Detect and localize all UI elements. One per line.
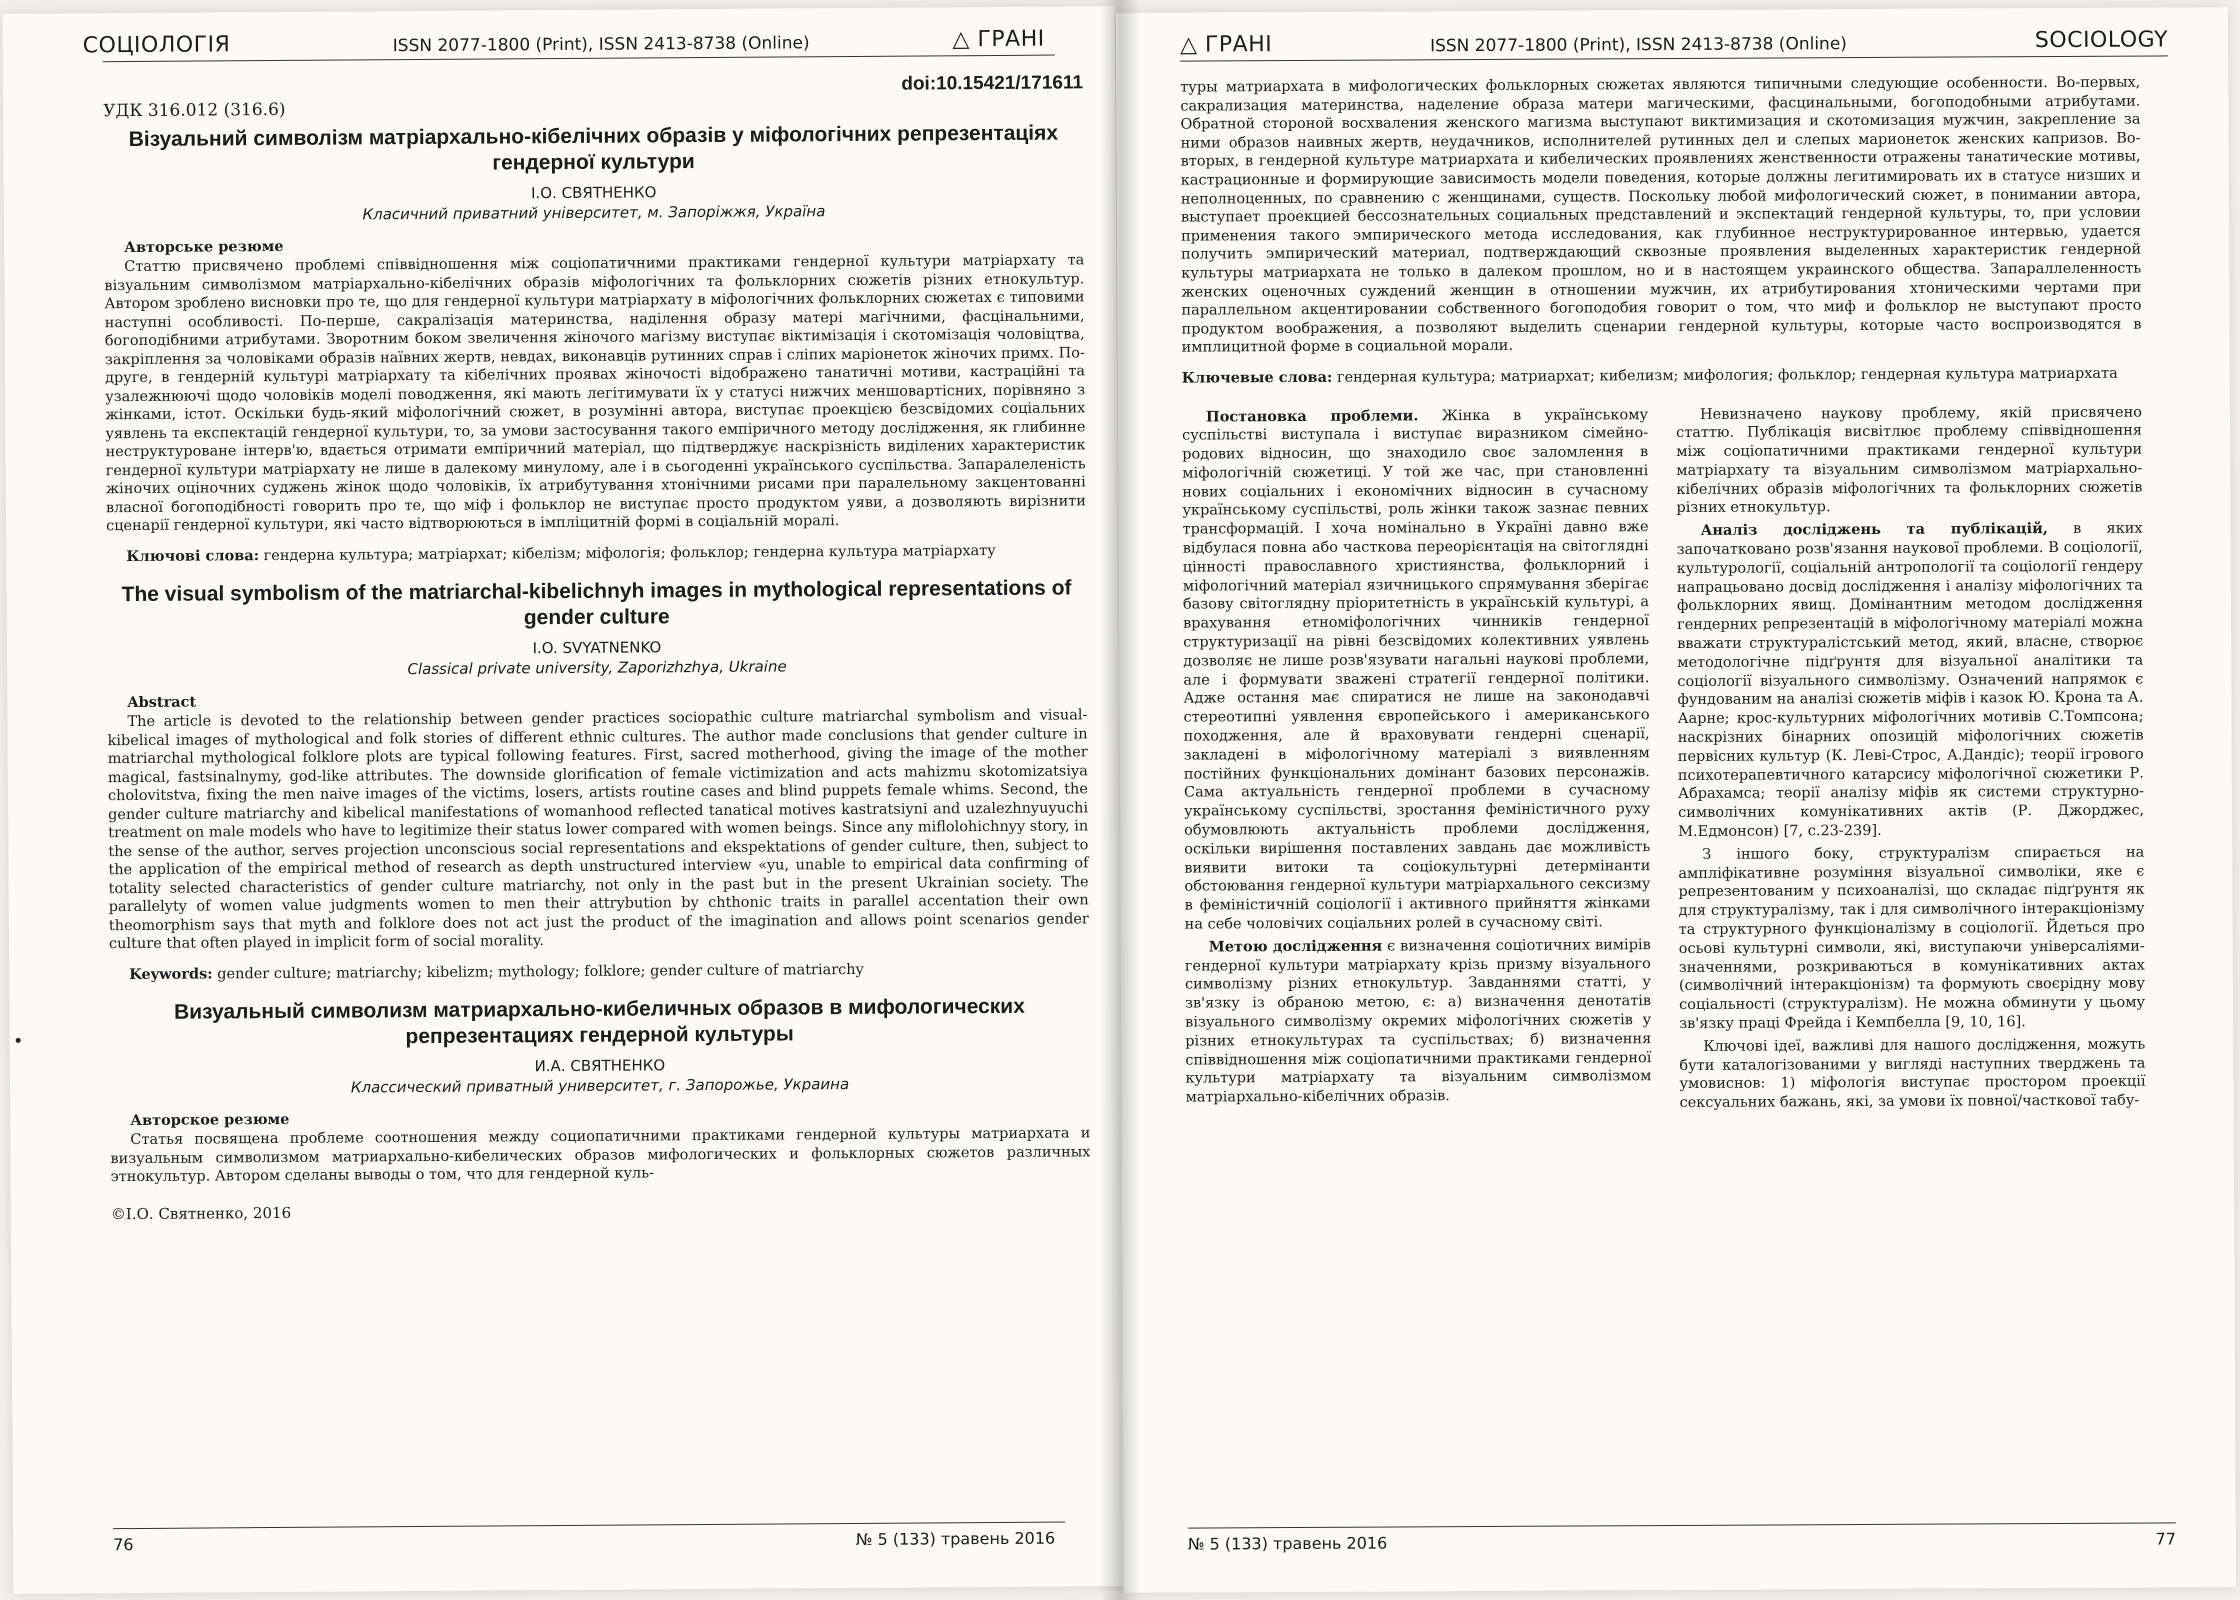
left-page-number: 76	[113, 1535, 134, 1555]
en-abstract-label: Abstract	[127, 693, 197, 712]
ua-keywords-label: Ключові слова:	[126, 546, 260, 565]
ru-keywords	[1182, 364, 2142, 388]
ua-author: І.О. СВЯТНЕНКО	[530, 183, 657, 203]
scan-mark	[16, 1038, 21, 1043]
right-header-section: SOCIOLOGY	[2034, 27, 2169, 54]
left-header-journal-name: ГРАНІ	[977, 26, 1045, 53]
research-aim-lead: Метою дослідження	[1208, 937, 1383, 956]
ua-keywords-text: гендерна культура; матріархат; кібелізм; міфологія; фольклор; гендерна культура матріархату	[263, 542, 996, 564]
copyright: ©І.О. Святненко, 2016	[110, 1203, 292, 1223]
body-column-1	[1182, 406, 1652, 1120]
ua-affiliation: Класичний приватний університет, м. Запоріжжя, Україна	[362, 202, 826, 224]
en-keywords-text: gender culture; matriarchy; kibelizm; mythology; folklore; gender culture of matriarchy	[217, 961, 864, 982]
ru-affiliation: Классический приватный университет, г. Запорожье, Украина	[350, 1075, 850, 1097]
ru-abstract-label: Авторское резюме	[130, 1110, 290, 1130]
en-keywords	[129, 959, 1089, 984]
undefined-problem: Невизначено наукову проблему, якій присвячено статтю. Публікація висвітлює проблему співвідношення між соціопатичними практиками гендерної культури матріархату та візуальним символізмом матріархально-кібелічних образів міфологічних та фольклорних сюжетів різних етнокультур.	[1676, 404, 2143, 517]
literature-review	[1677, 520, 2145, 842]
right-running-header	[1180, 27, 2168, 61]
right-header-journal-name: ГРАНІ	[1204, 32, 1273, 58]
literature-review-text: в яких започатковано розв'язання наукової проблеми. В соціології, культурології, соціальній антропології та соціології гендеру напрацьовано досвід дослідження і аналізу міфологічних та фольклорних явищ. Домінантним методом дослідження гендерних репрезентацій в міфологічному матеріалі можна вважати структуралістський метод, який, власне, створює методологічне підґрунтя для візуальної аналітики та соціології візуального символізму. Означений напрямок є фундованим на аналізі сюжетів міфів і казок Ю. Крона та А. Аарне; крос-культурних міфологічних мотивів С.Томпсона; наскрізних бінарних опозицій міфологічних сюжетів первісних культур (К. Леві-Строс, А.Дандіс); теорії ігрового психотерапевтичного катарсису міфологічної сюжетики Р. Абрахамса; теорії аналізу міфів як системи структурно-символічних комунікативних актів (Р. Джорджес, М.Едмонсон) [7, с.23-239].	[1676, 520, 2145, 841]
en-author: I.O. SVYATNENKO	[532, 638, 662, 658]
ua-abstract: Статтю присвячено проблемі співвідношення між соціопатичними практиками гендерної культури матріархату та візуальним символізмом матріархально-кібелічних образів міфологічних та фольклорних сюжетів різних етнокультур. Автором зроблено висновки про те, що для гендерної культури матріархату в міфологічних фольклорних сюжетах є типовими наступні особливості. По-перше, сакралізація материнства, наділення образу матері магічними, фасцінальними, богоподібними атрибутами. Зворотним боком звеличення жіночого магізму виступає віктимізація і скотомізація чоловіцтва, закріплення за чоловіками образів наївних жертв, невдах, виконавців рутинних справ і сліпих маріонеток жіночих примх. По-друге, в гендерній культурі матріархату та кібелічних проявах жіночості відображено танатичні мотиви, кастраційні та узалежнюючі щодо чоловіків моделі поводження, які мають легітимувати їх у статусі нижчих меншовартісних, порівняно з жінками, істот. Оскільки будь-який міфологічний сюжет, в розумінні автора, виступає проекцією безсвідомих соціальних уявлень та експектацій гендерної культури, то, за умови застосування такого емпіричного методу дослідження, як глибинне неструктуроване інтерв'ю, вдається отримати емпіричний матеріал, що підтверджує наскрізність виділених характеристик гендерної культури матріархату не лише в далекому минулому, але і в сьогоденні українського суспільства. Запаралеленість жіночих оціночних суджень жінок щодо чоловіків, їх атрибутування хтонічними рисами при паралельному закцентованні власної богоподібності говорить про те, що міф і фольклор не виступає просто продуктом уяви, а дозволяють вирізнити сценарії гендерної культури, які часто відтворюються в імпліцитній формі в соціальній моралі.	[104, 252, 1086, 535]
problem-statement	[1182, 406, 1651, 935]
body-columns	[1182, 403, 2146, 1120]
left-running-header	[82, 26, 1055, 63]
left-header-journal: △ ГРАНІ	[952, 26, 1045, 53]
right-page	[1116, 7, 2236, 1593]
right-header-journal: △ ГРАНІ	[1179, 32, 1273, 58]
ru-author: И.А. СВЯТНЕНКО	[534, 1056, 666, 1076]
en-affiliation: Classical private university, Zaporizhzhya, Ukraine	[407, 657, 787, 679]
research-aim-text: є визначення соціотичних вимірів гендерної культури матріархату крізь призму візуального символізму різних етнокультур. Завданнями статті, у зв'язку із обраною метою, є: а) визначення денотатів візуального символізму окремих міфологічних сюжетів у різних етнокультурах та суспільствах; б) визначення співвідношення між соціопатичними практиками гендерної культури матріархату та візуальним символізмом матріархально-кібелічних образів.	[1184, 936, 1652, 1106]
right-page-number: 77	[2155, 1529, 2176, 1549]
ru-title: Визуальный символизм матриархально-кибеличных образов в мифологических репрезентациях гендерной культуры	[173, 994, 1025, 1049]
ua-abstract-label: Авторське резюме	[124, 237, 284, 257]
ru-abstract: Статья посвящена проблеме соотношения между социопатичними практиками гендерной культуры матриархата и визуальным символизмом матриархально-кибелических образов мифологических и фольклорных сюжетов различных этнокультур. Автором сделаны выводы о том, что для гендерной куль-	[110, 1125, 1091, 1186]
problem-statement-lead: Постановка проблеми.	[1205, 406, 1419, 425]
left-page	[2, 6, 1125, 1594]
problem-statement-text: Жінка в українському суспільстві виступала і виступає виразником сімейно-родових відносин, що знаходило своє заломлення в міфологічній сюжетиці. У той же час, при становленні нових соціальних і економічних відносин в сучасному українському суспільстві, роль жінки також зазнає певних трансформацій. І хоча номінально в Україні давно вже відбулася повна або часткова переорієнтація на світоглядні цінності православного християнства, фольклорний і міфологічний матеріал язичницького спрямування зберігає базову світоглядну пріоритетність в українській культурі, а врахування етноміфологічних чинників гендерної структуризації на рівні безсвідомих колективних уявлень дозволяє не лише розв'язувати нагальні наукові проблеми, але і формувати зважені стратегії гендерної політики. Адже остання має спиратися не лише на законодавчі стереотипні уявлення європейського і американського походження, але й враховувати гендерні сценарії, закладені в міфологічному матеріалі з виявленням постійних функціональних домінант базових персонажів. Сама актуальність гендерної проблеми в сучасному українському суспільстві, зростання феміністичного руху обумовлюють актуальність проблеми дослідження, оскільки вирішення поставлених завдань дає можливість виявити витоки та соціокультурні детермінанти обстоювання гендерної культури матріархального сексизму в феміністичній соціології і активного прийняття жінками на себе чоловічих соціальних ролей в сучасному світі.	[1182, 406, 1651, 933]
left-header-issn: ISSN 2077-1800 (Print), ISSN 2413-8738 (Online)	[392, 33, 810, 57]
research-aim	[1185, 936, 1652, 1108]
en-keywords-label: Keywords:	[129, 964, 213, 983]
doi: doi:10.15421/171611	[901, 72, 1084, 95]
literature-review-lead: Аналіз досліджень та публікацій,	[1700, 520, 2048, 540]
ru-abstract-continuation: туры матриархата в мифологических фольклорных сюжетах являются типичными следующие особенности. Во-первых, сакрализация материнства, наделение образа матери магическими, фасцинальными, богоподобными атрибутами. Обратной стороной восхваления женского магизма выступают виктимизация и скотомизация мужчин, закрепление за ними образов наивных жертв, неудачников, исполнителей рутинных дел и слепых марионеток женских капризов. Во-вторых, в гендерной культуре матриархата и кибелических проявлениях женственности отражены танатические мотивы, кастрационные и формирующие зависимость модели поведения, которые должны легитимировать их в статусе низших и неполноценных, по сравнению с женщинами, существ. Поскольку любой мифологический сюжет, в понимании автора, выступает проекцией бессознательных социальных представлений и экспектаций гендерной культуры, то, при условии применения такого эмпирического метода исследования, как глубинное неструктурированное интервью, удается получить эмпирический материал, подтверждающий сквозные проявления выделенных характеристик гендерной культуры матриархата не только в далеком прошлом, но и в настоящем украинского общества. Запараллеленность женских оценочных суждений женщин в отношении мужчин, их атрибутирования хтоническими чертами при параллельном акцентировании собственного богоподобия говорит о том, что миф и фольклор не выступают просто продуктом воображения, а позволяют выделить сценарии гендерной культуры, которые часто воспроизводятся в имплицитной форме в социальной морали.	[1180, 74, 2142, 356]
left-footer-issue: № 5 (133) травень 2016	[855, 1528, 1056, 1549]
left-header-section: СОЦІОЛОГІЯ	[82, 32, 231, 59]
key-ideas-paragraph: Ключові ідеї, важливі для нашого дослідження, можуть бути каталогізованими у вигляді наступних тверджень та умовиснов: 1) міфологія виступає простором проекції сексуальних бажань, які, за умови їх повної/часткової табу-	[1679, 1036, 2146, 1112]
ua-title: Візуальний символізм матріархально-кібелічних образів у міфологічних репрезентаціях гендерної культури	[128, 121, 1059, 175]
en-abstract: The article is devoted to the relationship between gender practices sociopathic culture matriarchal symbolism and visual-kibelical images of mythological and folk stories of different ethnic cultures. The author made conclusions that gender culture in matriarchal mythological folklore plots are typical following features. First, sacred motherhood, giving the image of the mother magical, fastsinalnymy, god-like attributes. The downside glorification of female victimization and acts mahizmu skotomizatsiya cholovitstva, fixing the men naive images of the victims, losers, artists routine cases and blind puppets female whims. Second, the gender culture matriarchy and kibelical manifestations of womanhood reflected tanatical motives kastratsiyni and uzalezhnyuyuchi treatment on male models who have to legitimize their status lower compared with women beings. Since any miflolohichnyy story, in the sense of the author, serves projection unconscious social representations and ekspektations of gender culture, then, subject to the application of the empirical method of research as depth unstructured interview «yu, unable to empirical data confirming of totality selected characteristics of gender culture matriarchy, not only in the past but in the present Ukrainian society. The parallelyty of women value judgments women to men their attrybution by chthonic traits in parallel accentation their own theomorphism says that myth and folklore does not act just the product of the imagination and allows point scenarios gender culture that often played in implicit form of social morality.	[107, 707, 1089, 953]
en-title: The visual symbolism of the matriarchal-kibelichnyh images in mythological representations of gender culture	[121, 576, 1072, 630]
left-footer	[113, 1522, 1065, 1554]
structuralism-paragraph: З іншого боку, структуралізм спирається на ампліфікативне розуміння візуальної символіки, яке є репрезентованим у психоаналізі, що складає підґрунтя як для структуралізму, так і для символічного інтеракціонізму та структурного функціоналізму в соціології. Йдеться про осьові культурні символи, які, виступаючи універсаліями-значеннями, розкриваються в комунікативних актах (символічний інтеракціонізм) та формують своєрідну мову соціальності (структуралізм). Не можна обминути у цьому зв'язку праці Фрейда і Кемпбелла [9, 10, 16].	[1678, 844, 2146, 1032]
ru-keywords-label: Ключевые слова:	[1181, 368, 1333, 387]
right-header-issn: ISSN 2077-1800 (Print), ISSN 2413-8738 (Online)	[1429, 34, 1847, 57]
udk: УДК 316.012 (316.6)	[103, 99, 286, 122]
body-column-2	[1676, 403, 2146, 1117]
left-content	[103, 72, 1091, 1222]
ru-keywords-text: гендерная культура; матриархат; кибелизм; мифология; фольклор; гендерная культура матриархата	[1336, 365, 2118, 386]
right-content	[1180, 74, 2145, 1120]
right-footer-issue: № 5 (133) травень 2016	[1187, 1533, 1388, 1554]
right-footer	[1188, 1522, 2176, 1552]
ua-keywords	[126, 541, 1086, 566]
